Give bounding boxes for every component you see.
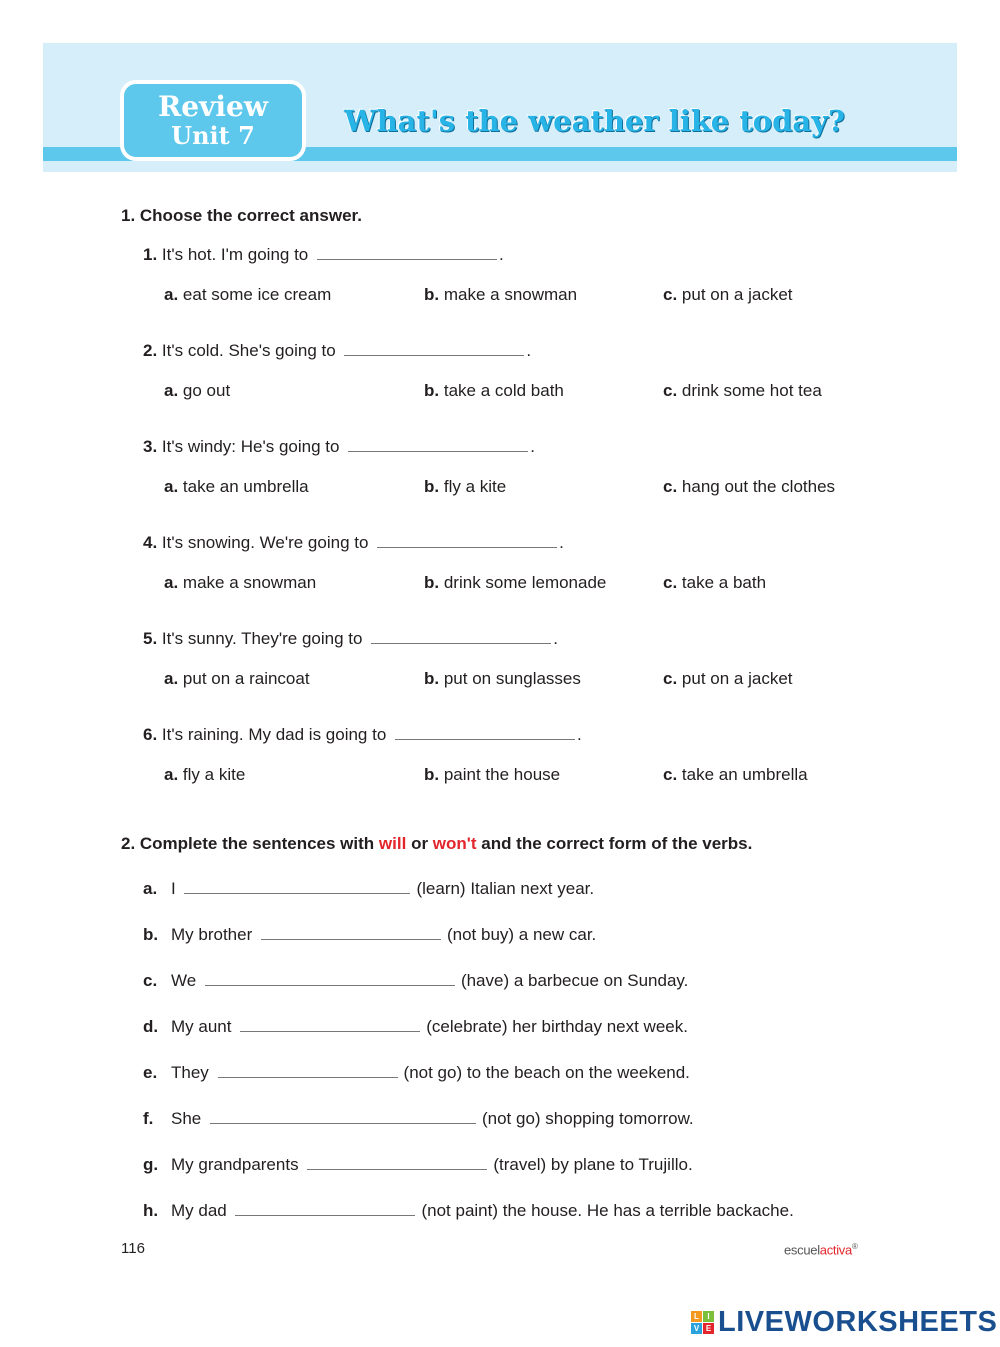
option-letter: a. — [164, 765, 179, 784]
option-letter: c. — [663, 477, 678, 496]
question-stem: It's sunny. They're going to — [161, 629, 363, 648]
logo-letter-l: L — [691, 1311, 702, 1322]
sentence-rest: (not go) to the beach on the weekend. — [403, 1063, 690, 1082]
period: . — [577, 725, 582, 744]
answer-blank[interactable] — [377, 533, 557, 548]
option-text: make a snowman — [443, 285, 578, 304]
option-letter: c. — [663, 285, 678, 304]
option-letter: c. — [663, 381, 678, 400]
option-letter: c. — [663, 669, 678, 688]
sentence-rest: (not paint) the house. He has a terrible backache. — [421, 1201, 794, 1220]
review-unit-badge — [120, 80, 306, 161]
option-c[interactable] — [663, 765, 808, 785]
sentence-subject: We — [171, 971, 197, 990]
sentence-letter: b. — [143, 925, 159, 944]
option-b[interactable] — [424, 477, 506, 497]
sentence-subject: My brother — [171, 925, 253, 944]
option-letter: b. — [424, 669, 440, 688]
option-text: hang out the clothes — [681, 477, 836, 496]
sentence-subject: My grandparents — [171, 1155, 299, 1174]
option-letter: a. — [164, 381, 179, 400]
sentence-subject: My dad — [171, 1201, 227, 1220]
sentence-d — [143, 1017, 688, 1037]
sentence-letter: c. — [143, 971, 158, 990]
sentence-subject: She — [171, 1109, 202, 1128]
option-c[interactable] — [663, 285, 793, 305]
option-letter: a. — [164, 669, 179, 688]
question-number: 4. — [143, 533, 158, 552]
section2-title-or: or — [411, 834, 429, 853]
question-2 — [143, 341, 531, 361]
question-number: 1. — [143, 245, 158, 264]
section2-title — [121, 834, 752, 854]
option-a[interactable] — [164, 477, 309, 497]
option-text: take a bath — [681, 573, 767, 592]
sentence-rest: (not go) shopping tomorrow. — [481, 1109, 694, 1128]
logo-letter-i: I — [703, 1311, 714, 1322]
section2-title-start: 2. Complete the sentences with — [121, 834, 375, 853]
option-letter: b. — [424, 573, 440, 592]
brand-activa: activa — [819, 1242, 852, 1258]
option-a[interactable] — [164, 669, 310, 689]
sentence-rest: (learn) Italian next year. — [416, 879, 595, 898]
option-c[interactable] — [663, 477, 835, 497]
option-letter: c. — [663, 573, 678, 592]
question-stem: It's cold. She's going to — [161, 341, 336, 360]
question-number: 2. — [143, 341, 158, 360]
brand-registered: ® — [851, 1242, 858, 1251]
sentence-letter: g. — [143, 1155, 159, 1174]
option-letter: b. — [424, 477, 440, 496]
question-number: 5. — [143, 629, 158, 648]
logo-letter-v: V — [691, 1323, 702, 1334]
period: . — [553, 629, 558, 648]
answer-blank[interactable] — [218, 1063, 398, 1078]
question-1 — [143, 245, 504, 265]
period: . — [526, 341, 532, 360]
option-c[interactable] — [663, 573, 766, 593]
question-3 — [143, 437, 535, 457]
liveworksheets-grid-icon — [691, 1311, 715, 1335]
option-letter: b. — [424, 381, 440, 400]
answer-blank[interactable] — [344, 341, 524, 356]
option-text: put on a raincoat — [182, 669, 310, 688]
option-text: fly a kite — [443, 477, 507, 496]
sentence-a — [143, 879, 594, 899]
option-b[interactable] — [424, 669, 581, 689]
option-b[interactable] — [424, 765, 560, 785]
question-number: 6. — [143, 725, 158, 744]
option-text: fly a kite — [182, 765, 246, 784]
option-b[interactable] — [424, 573, 606, 593]
option-a[interactable] — [164, 765, 245, 785]
sentence-rest: (have) a barbecue on Sunday. — [460, 971, 689, 990]
option-letter: a. — [164, 477, 179, 496]
question-6 — [143, 725, 582, 745]
option-a[interactable] — [164, 573, 316, 593]
logo-letter-e: E — [703, 1323, 714, 1334]
option-a[interactable] — [164, 381, 230, 401]
answer-blank[interactable] — [261, 925, 441, 940]
answer-blank[interactable] — [184, 879, 410, 894]
option-letter: a. — [164, 285, 179, 304]
sentence-b — [143, 925, 596, 945]
sentence-rest: (not buy) a new car. — [446, 925, 597, 944]
question-stem: It's snowing. We're going to — [161, 533, 369, 552]
liveworksheets-wordmark: LIVEWORKSHEETS — [718, 1306, 998, 1338]
answer-blank[interactable] — [371, 629, 551, 644]
keyword-will: will — [378, 834, 407, 853]
question-stem: It's windy: He's going to — [161, 437, 340, 456]
sentence-letter: a. — [143, 879, 158, 898]
sentence-c — [143, 971, 688, 991]
option-text: put on a jacket — [681, 669, 793, 688]
question-stem: It's hot. I'm going to — [161, 245, 309, 264]
period: . — [499, 245, 504, 264]
answer-blank[interactable] — [317, 245, 497, 260]
page-title: What's the weather like today? — [344, 104, 846, 138]
option-text: put on a jacket — [681, 285, 793, 304]
sentence-subject: They — [171, 1063, 209, 1082]
question-stem: It's raining. My dad is going to — [161, 725, 387, 744]
option-text: eat some ice cream — [182, 285, 332, 304]
sentence-f — [143, 1109, 694, 1129]
page-number: 116 — [121, 1240, 145, 1257]
option-text: drink some lemonade — [443, 573, 607, 592]
question-number: 3. — [143, 437, 158, 456]
answer-blank[interactable] — [348, 437, 528, 452]
sentence-g — [143, 1155, 693, 1175]
badge-review-label: Review — [158, 90, 268, 123]
option-letter: c. — [663, 765, 678, 784]
section2-title-end: and the correct form of the verbs. — [481, 834, 753, 853]
question-4 — [143, 533, 564, 553]
option-text: make a snowman — [182, 573, 317, 592]
option-c[interactable] — [663, 381, 822, 401]
keyword-wont: won't — [432, 834, 477, 853]
option-a[interactable] — [164, 285, 331, 305]
option-text: take an umbrella — [681, 765, 808, 784]
brand-escuel: escuel — [784, 1242, 820, 1258]
option-c[interactable] — [663, 669, 793, 689]
sentence-letter: e. — [143, 1063, 158, 1082]
answer-blank[interactable] — [395, 725, 575, 740]
sentence-subject: I — [171, 879, 176, 898]
option-text: drink some hot tea — [681, 381, 822, 400]
section1-title: 1. Choose the correct answer. — [121, 206, 362, 225]
answer-blank[interactable] — [235, 1201, 415, 1216]
badge-unit-label: Unit 7 — [171, 121, 255, 150]
publisher-logo — [784, 1242, 858, 1257]
option-letter: b. — [424, 285, 440, 304]
sentence-letter: d. — [143, 1017, 159, 1036]
option-text: take a cold bath — [443, 381, 564, 400]
sentence-letter: f. — [143, 1109, 154, 1128]
sentence-h — [143, 1201, 794, 1221]
option-text: take an umbrella — [182, 477, 309, 496]
answer-blank[interactable] — [210, 1109, 476, 1124]
option-b[interactable] — [424, 381, 564, 401]
sentence-letter: h. — [143, 1201, 159, 1220]
option-text: paint the house — [443, 765, 561, 784]
answer-blank[interactable] — [205, 971, 455, 986]
sentence-rest: (travel) by plane to Trujillo. — [493, 1155, 693, 1174]
liveworksheets-logo[interactable] — [691, 1306, 997, 1338]
sentence-rest: (celebrate) her birthday next week. — [426, 1017, 688, 1036]
answer-blank[interactable] — [240, 1017, 420, 1032]
sentence-e — [143, 1063, 690, 1083]
option-letter: a. — [164, 573, 179, 592]
answer-blank[interactable] — [307, 1155, 487, 1170]
option-letter: b. — [424, 765, 440, 784]
option-text: go out — [182, 381, 231, 400]
sentence-subject: My aunt — [171, 1017, 232, 1036]
period: . — [530, 437, 535, 456]
period: . — [559, 533, 564, 552]
option-b[interactable] — [424, 285, 577, 305]
option-text: put on sunglasses — [443, 669, 581, 688]
question-5 — [143, 629, 558, 649]
